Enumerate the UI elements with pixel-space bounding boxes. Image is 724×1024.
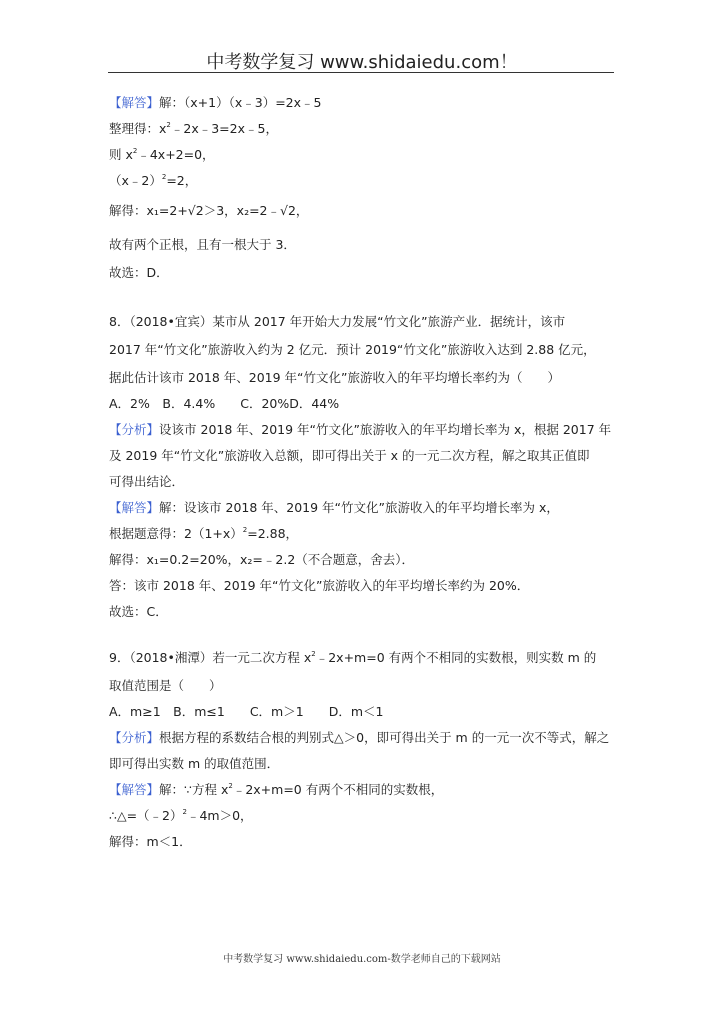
question-9: 9．（2018•湘潭）若一元二次方程 $x^2﹣2x+m=0$ 有两个不相同的实数根，则实数 m 的 取值范围是（ ） A．m≥1 B．m≤1 C．m＞1 D．m＜1 【分析】根据方程的系数结合根的判别式△＞0，即可得出关于 m 的一元一次不等式，解之 即可得出实数 m 的取值范围． 【解答】解：∵方程 $x^2﹣2x+m=0$ 有两个不相同的实数根， ∴△=（﹣2）$^2$﹣4m＞0， 解得：m＜1． — [109, 649, 624, 851]
roots-line: 解得：x₁=2+√2＞3，x₂=2﹣√2， — [109, 203, 309, 218]
question-8: 8．（2018•宜宾）某市从 2017 年开始大力发展“竹文化”旅游产业．据统计，该市 2017 年“竹文化”旅游收入约为 2 亿元．预计 2019“竹文化”旅游收入达到 2.88 亿元， 据此估计该市 2018 年、2019 年“竹文化”旅游收入的年平均增长率约为（ ） A．2% B．4.4% C．20%D．44% 【分析】设该市 2018 年、2019 年“竹文化”旅游收入的年平均增长率为 x，根据 2017 年 及 2019 年“竹文化”旅游收入总额，即可得出关于 x 的一元二次方程，解之取其正值即 可得出结论． 【解答】解：设该市 2018 年、2019 年“竹文化”旅游收入的年平均增长率为 x， 根据题意得：$2(1+x)^2=2.88$， 解得：x₁=0.2=20%，x₂=﹣2.2（不合题意，舍去）． 答：该市 2018 年、2019 年“竹文化”旅游收入的年平均增长率约为 20%． 故选：C． — [109, 313, 624, 621]
solution-block-7: 【解答】解：（x+1）（x﹣3）=2x﹣5 整理得：$x^2﹣2x﹣3=2x﹣5$， 则 $x^2﹣4x+2=0$， （x﹣2）$^2$=2， 解得：x₁=2+√2＞3，x₂=2﹣√2， 故有两个正根，且有一根大于 3． 故选：D． — [109, 94, 624, 282]
answer-tag: 【解答】 — [109, 500, 160, 515]
answer-tag: 【解答】 — [109, 782, 160, 797]
answer-options: A．m≥1 B．m≤1 C．m＞1 D．m＜1 — [109, 704, 384, 719]
analysis-tag: 【分析】 — [109, 730, 160, 745]
answer-tag: 【解答】 — [109, 95, 160, 110]
page-footer: 中考数学复习 www.shidaiedu.com-数学老师自己的下载网站 — [223, 954, 501, 965]
answer-options: A．2% B．4.4% C．20%D．44% — [109, 396, 340, 411]
document-body — [109, 94, 624, 851]
question-text: 8．（2018•宜宾）某市从 2017 年开始大力发展“竹文化”旅游产业．据统计，该市 — [109, 314, 566, 329]
analysis-tag: 【分析】 — [109, 422, 160, 437]
page-header-title: 中考数学复习 www.shidaiedu.com！ — [206, 52, 518, 73]
header-divider — [108, 72, 614, 73]
question-text: 9．（2018•湘潭）若一元二次方程 $x^2﹣2x+m=0$ 有两个不相同的实数根，则实数 m 的 — [109, 650, 597, 665]
